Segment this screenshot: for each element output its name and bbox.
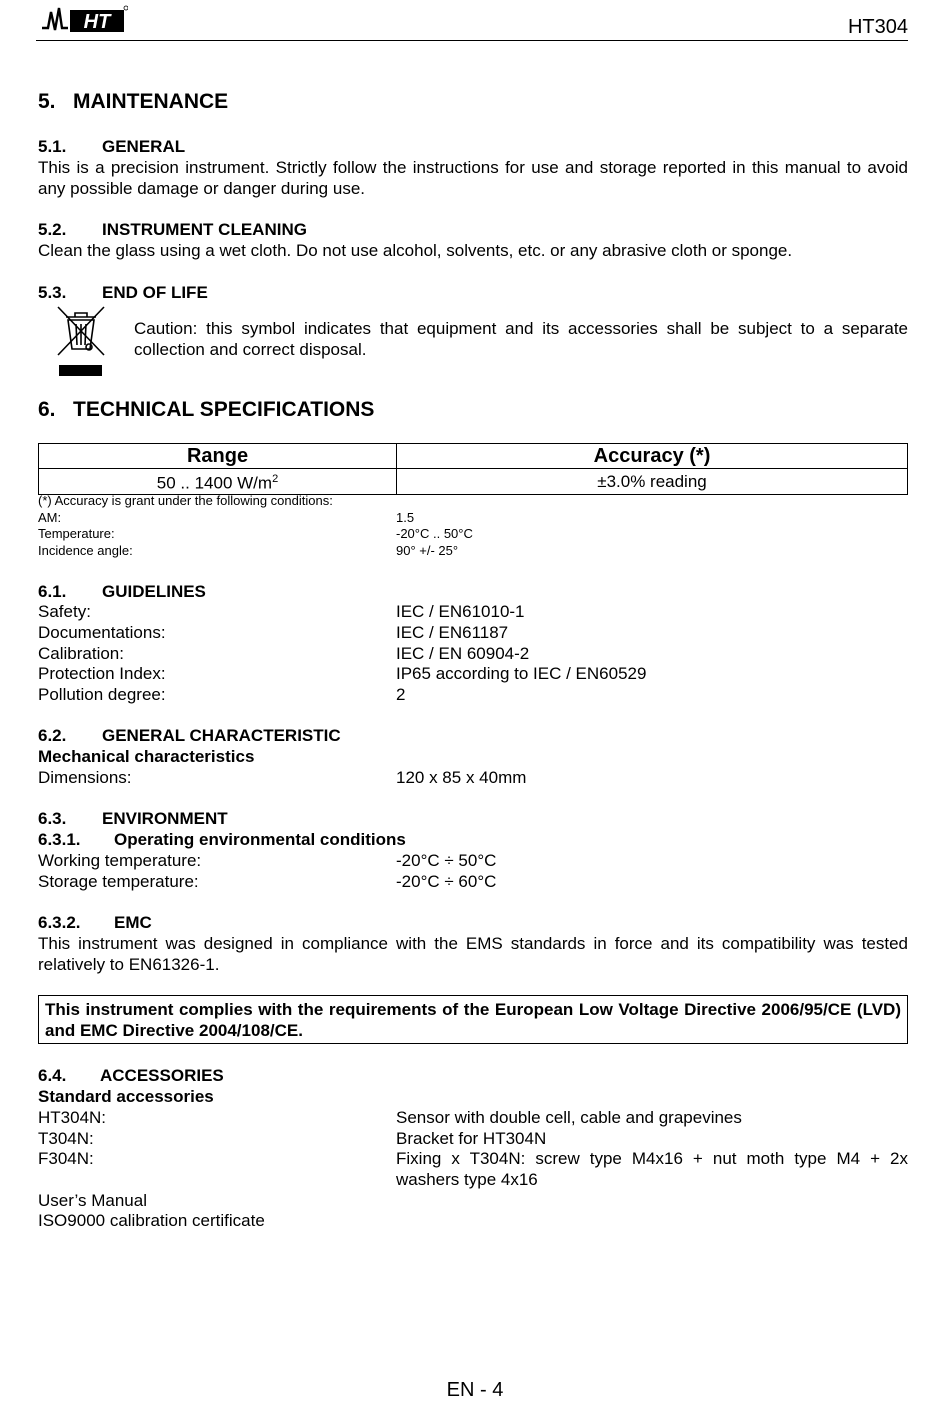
logo-text: HT (83, 11, 111, 33)
section-6-2-title: GENERAL CHARACTERISTIC (102, 726, 341, 745)
section-5-1-num: 5.1. (38, 137, 67, 156)
section-5-3-body: Caution: this symbol indicates that equipment and its accessories shall be subject to a separate collection and correct disposal. (134, 319, 908, 359)
section-6-3-title: ENVIRONMENT (102, 809, 228, 828)
condition-label: Temperature: (38, 526, 115, 541)
dimensions-value: 120 x 85 x 40mm (396, 768, 527, 787)
condition-value: 90° +/- 25° (396, 543, 459, 558)
section-6-title: 6. TECHNICAL SPECIFICATIONS (38, 398, 375, 421)
section-6-3-2-num: 6.3.2. (38, 913, 81, 932)
env-label: Storage temperature: (38, 872, 199, 891)
guideline-value: IEC / EN61187 (396, 623, 509, 642)
section-6-2-num: 6.2. (38, 726, 67, 745)
section-6-1-num: 6.1. (38, 582, 67, 601)
header-divider (36, 40, 908, 41)
env-label: Working temperature: (38, 851, 202, 870)
spec-table (38, 443, 908, 495)
section-5-1-title: GENERAL (102, 137, 186, 156)
conditions-note: (*) Accuracy is grant under the following conditions: (38, 493, 333, 508)
guideline-label: Calibration: (38, 644, 124, 663)
condition-value: -20°C .. 50°C (396, 526, 473, 541)
section-6-3-2-title: EMC (114, 913, 152, 932)
section-6-4-num: 6.4. (38, 1066, 67, 1085)
compliance-notice (38, 995, 908, 1044)
condition-value: 1.5 (396, 510, 415, 525)
section-5-2-body: Clean the glass using a wet cloth. Do not use alcohol, solvents, etc. or any abrasive cloth or sponge. (38, 241, 793, 260)
section-5-2-title: INSTRUMENT CLEANING (102, 220, 307, 239)
guideline-label: Documentations: (38, 623, 166, 642)
guideline-label: Protection Index: (38, 664, 166, 683)
ht-logo-icon (40, 4, 128, 34)
weee-crossed-bin-icon (54, 303, 108, 379)
spec-cell-range (39, 469, 397, 495)
spec-cell-accuracy: ±3.0% reading (397, 469, 908, 495)
emc-body: This instrument was designed in compliance with the EMS standards in force and its compatibility was tested relatively to EN61326-1. (38, 934, 908, 974)
condition-label: AM: (38, 510, 62, 525)
guideline-label: Safety: (38, 602, 91, 621)
accessory-code: HT304N: (38, 1108, 107, 1127)
mechanical-subtitle: Mechanical characteristics (38, 747, 255, 766)
accessories-subtitle: Standard accessories (38, 1087, 214, 1106)
env-value: -20°C ÷ 60°C (396, 872, 497, 891)
guideline-value: 2 (396, 685, 406, 704)
spec-header-range: Range (39, 444, 397, 469)
spec-header-accuracy: Accuracy (*) (397, 444, 908, 469)
section-5-2-num: 5.2. (38, 220, 67, 239)
accessory-desc: Bracket for HT304N (396, 1129, 547, 1148)
section-6-1-title: GUIDELINES (102, 582, 206, 601)
accessory-desc: Sensor with double cell, cable and grapevines (396, 1108, 742, 1127)
spec-range-value: 50 .. 1400 W/m (156, 473, 273, 493)
section-5-3-num: 5.3. (38, 283, 67, 302)
brand-logo (40, 4, 128, 34)
accessory-extra: ISO9000 calibration certificate (38, 1211, 265, 1230)
section-6-3-num: 6.3. (38, 809, 67, 828)
page-number: EN - 4 (446, 1379, 504, 1401)
env-value: -20°C ÷ 50°C (396, 851, 497, 870)
accessory-code: T304N: (38, 1129, 94, 1148)
guideline-value: IEC / EN61010-1 (396, 602, 525, 621)
section-6-3-1-title: Operating environmental conditions (114, 830, 406, 849)
condition-label: Incidence angle: (38, 543, 133, 558)
accessory-desc: Fixing x T304N: screw type M4x16 + nut moth type M4 + 2x washers type 4x16 (396, 1149, 908, 1189)
section-5-3-title: END OF LIFE (102, 283, 208, 302)
guideline-label: Pollution degree: (38, 685, 166, 704)
guideline-value: IEC / EN 60904-2 (396, 644, 530, 663)
section-6-4-title: ACCESSORIES (100, 1066, 224, 1085)
compliance-text: This instrument complies with the requirements of the European Low Voltage Directive 2006/95/CE (LVD) and EMC Directive 2004/108/CE. (45, 1000, 901, 1040)
section-6-3-1-num: 6.3.1. (38, 830, 81, 849)
section-5-1-body: This is a precision instrument. Strictly follow the instructions for use and storage reported in this manual to avoid any possible damage or danger during use. (38, 158, 908, 198)
spec-range-unit-exponent: 2 (272, 473, 279, 485)
page-model: HT304 (847, 16, 908, 38)
section-5-title: 5. MAINTENANCE (38, 90, 229, 113)
guideline-value: IP65 according to IEC / EN60529 (396, 664, 647, 683)
accessory-extra: User’s Manual (38, 1191, 147, 1210)
accessory-code: F304N: (38, 1149, 94, 1168)
dimensions-label: Dimensions: (38, 768, 132, 787)
